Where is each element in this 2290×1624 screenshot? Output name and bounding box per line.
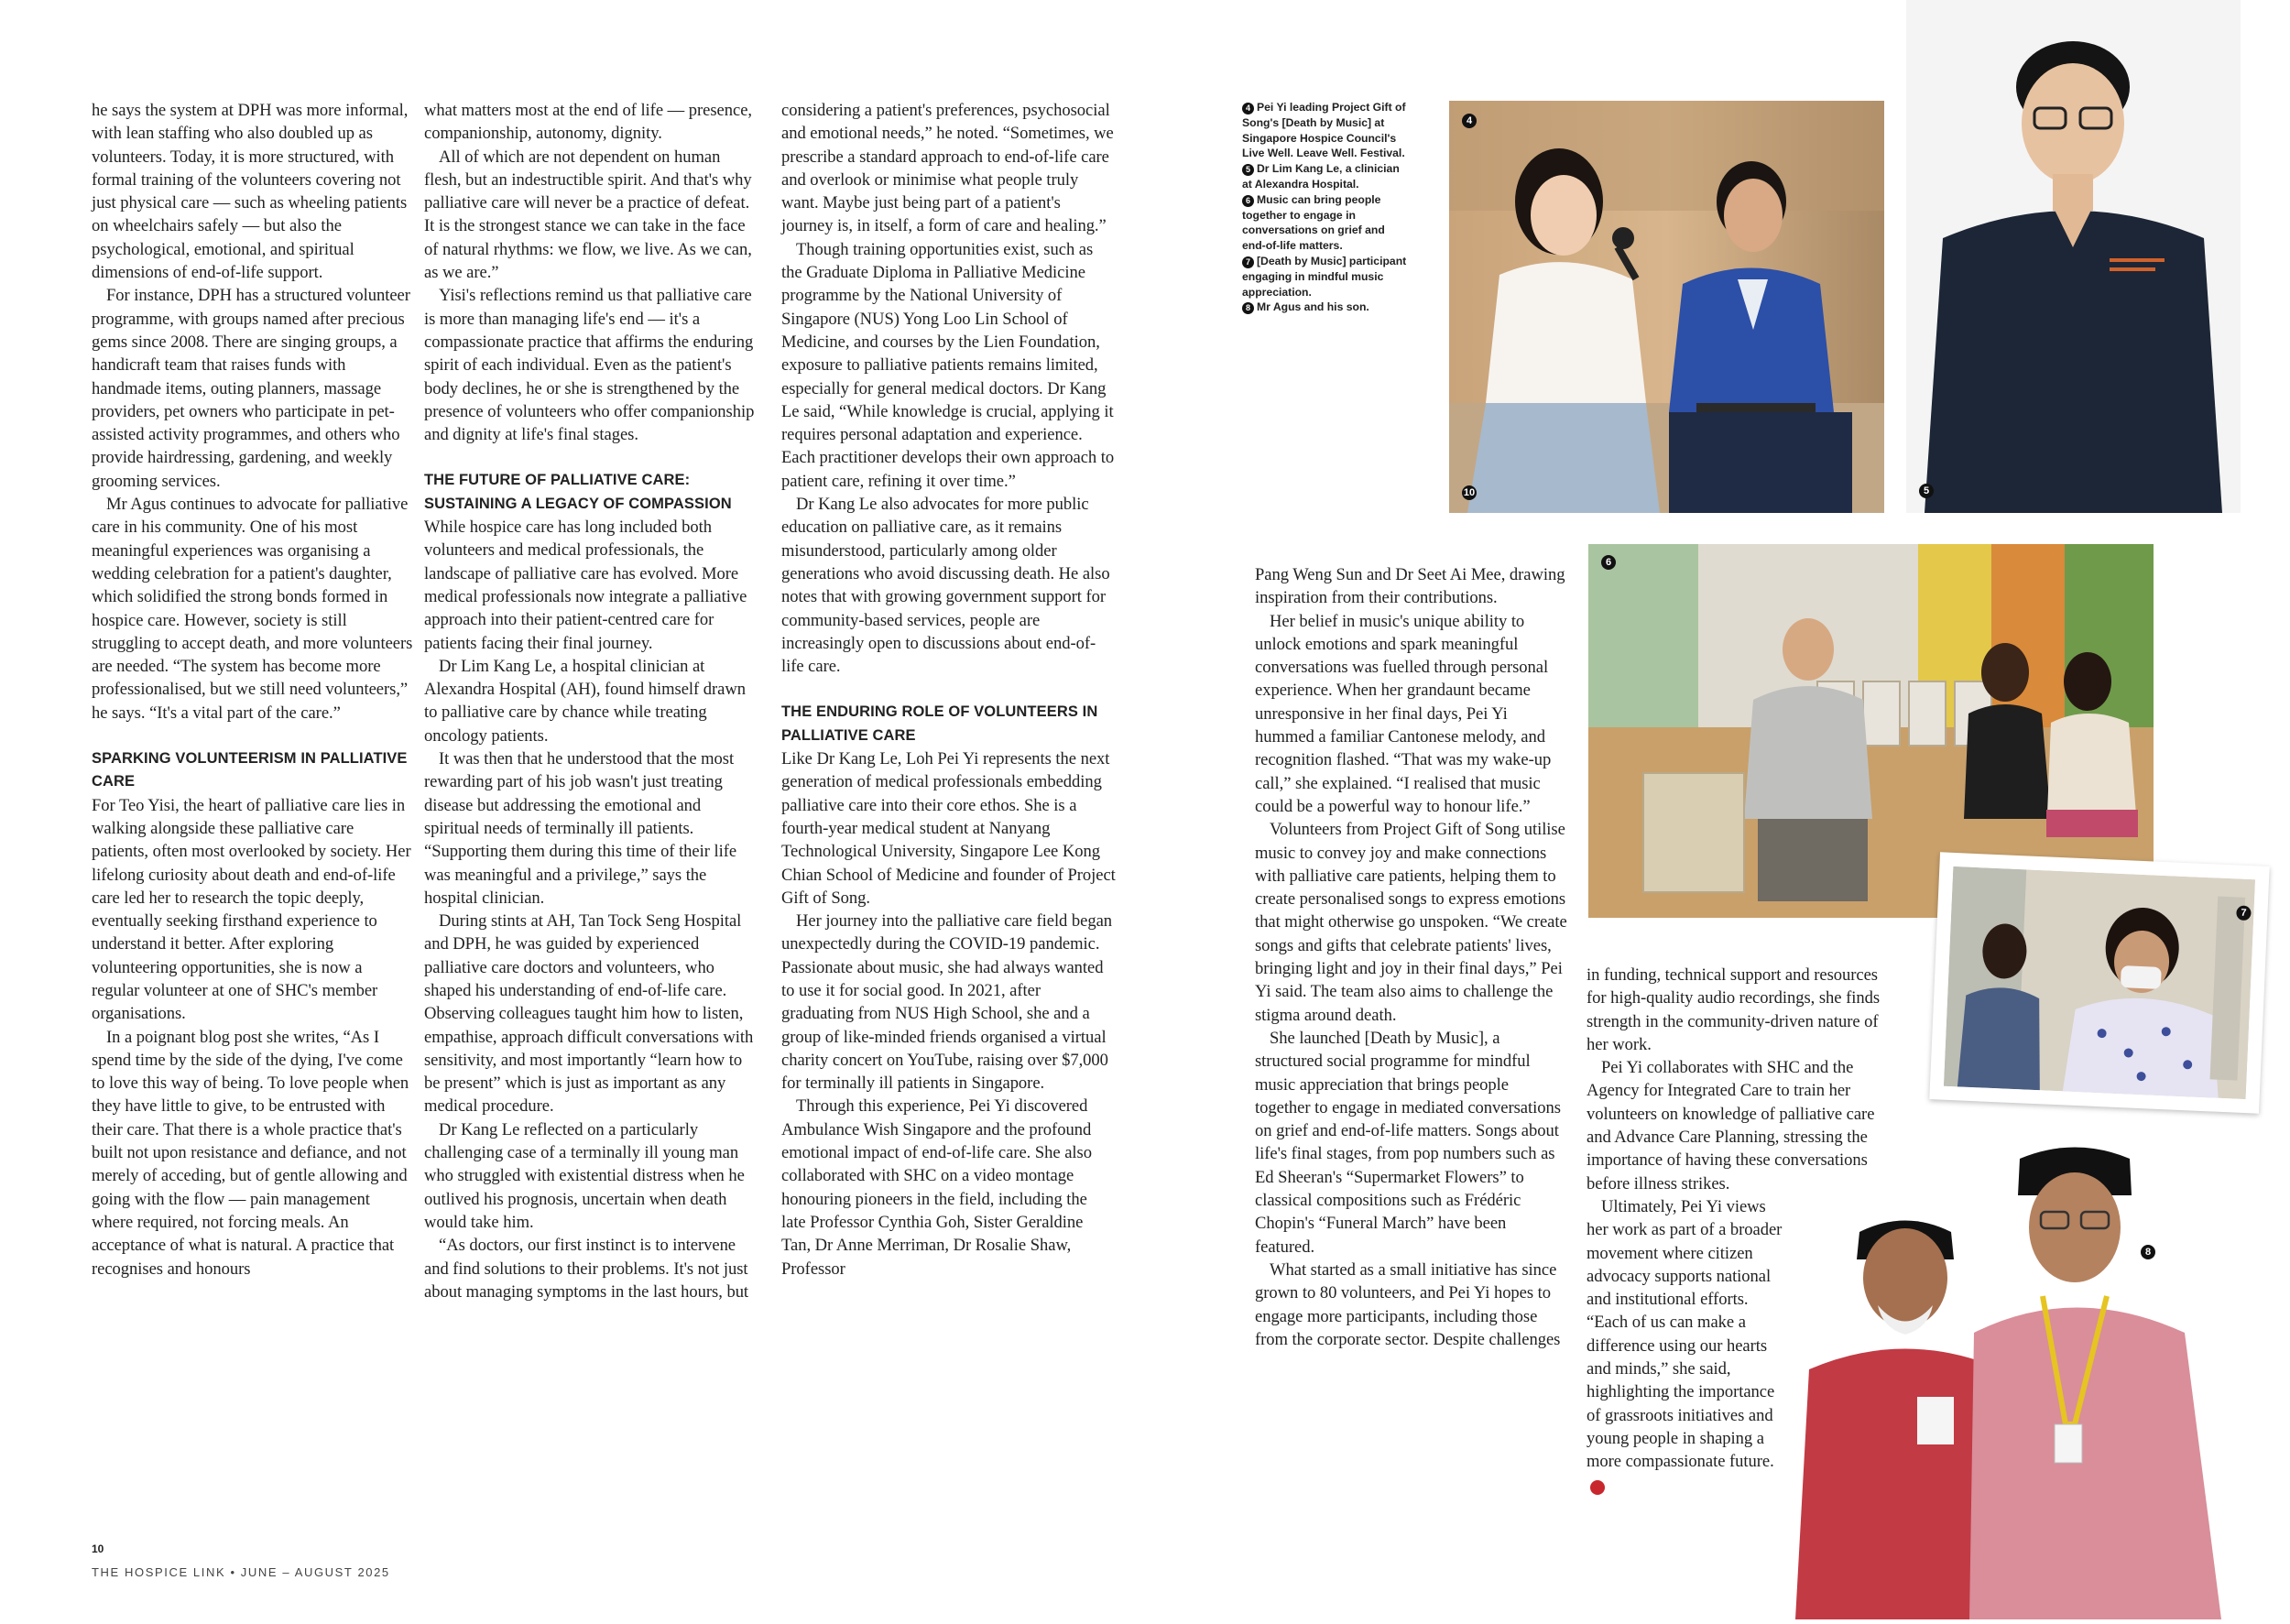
photo-number-badge: 5 — [1919, 484, 1934, 498]
photo-number-badge: 6 — [1601, 555, 1616, 570]
paragraph: What started as a small initiative has since grown to 80 volunteers, and Pei Yi hopes to engage more participants, including those from the corporate sector. Despite challenges — [1255, 1259, 1561, 1349]
paragraph: All of which are not dependent on human flesh, but an indestructible spirit. And that's why palliative care will never be a practice of defeat. It is the strongest stance we can take in the face of natural rhythms: we flow, we live. As we can, as we are.” — [424, 147, 752, 283]
paragraph — [1587, 1195, 1788, 1497]
paragraph: what matters most at the end of life — presence, companionship, autonomy, dignity. — [424, 101, 752, 144]
paragraph: Volunteers from Project Gift of Song utilise music to convey joy and make connections with palliative care patients, helping them to create personalised songs to express emotions that might otherwise go unspoken. “We create songs and gifts that celebrate patients' lives, bringing light and joy in their final days,” Pei Yi said. The team also aims to challenge the stigma around death. — [1255, 820, 1567, 1025]
paragraph: Dr Kang Le also advocates for more public education on palliative care, as it remains misunderstood, particularly among older generations who avoid discussing death. He also notes that with growing government support for community-based services, people are increasingly open to discussions about end-of-life care. — [781, 495, 1110, 677]
paragraph-text: Ultimately, Pei Yi views her work as part of a broader movement where citizen advocacy supports national and institutional efforts. “Each of us can make a difference using our hearts and minds,” she said, highlighting the importance of grassroots initiatives and young people in shaping a more compassionate future. — [1587, 1196, 1783, 1472]
photo-captions — [1242, 100, 1407, 315]
photo-number-badge: 7 — [2236, 905, 2252, 921]
column-3 — [781, 99, 1116, 1281]
paragraph: Like Dr Kang Le, Loh Pei Yi represents the next generation of medical professionals embedding palliative care into their core ethos. She is a fourth-year medical student at Nanyang Technological University, Singapore Lee Kong Chian School of Medicine and founder of Project Gift of Song. — [781, 749, 1116, 908]
photo-dr-lim-kang-le — [1906, 0, 2241, 513]
end-mark-logo: HL — [1590, 1480, 1605, 1495]
paragraph: Through this experience, Pei Yi discovered Ambulance Wish Singapore and the profound emotional impact of end-of-life care. She also collaborated with SHC on a video montage honouring pioneers in the field, including the late Professor Cynthia Goh, Sister Geraldine Tan, Dr Anne Merriman, Dr Rosalie Shaw, Professor — [781, 1096, 1092, 1279]
paragraph: Dr Kang Le reflected on a particularly challenging case of a terminally ill young man who struggled with existential distress when he outlived his prognosis, uncertain when death would take him. — [424, 1119, 745, 1232]
paragraph: For Teo Yisi, the heart of palliative care lies in walking alongside these palliative care patients, often most overlooked by society. Her lifelong curiosity about death and end-of-life care led her to research the topic deeply, eventually seeking firsthand experience to understand it better. After exploring volunteering opportunities, she is now a regular volunteer at one of SHC's member organisations. — [92, 795, 411, 1024]
photo-illustration — [1944, 866, 2255, 1099]
photo-number-badge: 4 — [1462, 114, 1477, 128]
caption: 4 Pei Yi leading Project Gift of Song's [Death by Music] at Singapore Hospice Council's Live Well. Leave Well. Festival. — [1242, 101, 1406, 160]
photo-illustration — [1449, 101, 1884, 513]
column-2 — [424, 99, 758, 1303]
section-heading: THE FUTURE OF PALLIATIVE CARE: SUSTAINING A LEGACY OF COMPASSION — [424, 472, 732, 512]
paragraph: She launched [Death by Music], a structured social programme for mindful music appreciation that brings people together to engage in mediated conversations on grief and end-of-life matters. Songs about life's final stages, from pop numbers such as Ed Sheeran's “Supermarket Flowers” to classical compositions such as Frédéric Chopin's “Funeral March” have been featured. — [1255, 1028, 1561, 1257]
photo-participant-polaroid — [1929, 852, 2269, 1113]
column-4 — [1255, 563, 1568, 1351]
photo-illustration — [1791, 1122, 2290, 1619]
photo-number-badge: 8 — [2141, 1245, 2155, 1259]
paragraph: in funding, technical support and resources for high-quality audio recordings, she finds strength in the community-driven nature of her work. — [1587, 965, 1881, 1054]
paragraph: During stints at AH, Tan Tock Seng Hospital and DPH, he was guided by experienced palliative care doctors and volunteers, who shaped his understanding of end-of-life care. Observing colleagues taught him how to listen, empathise, approach difficult conversations with sensitivity, and most importantly “learn how to be present” which is just as important as any medical procedure. — [424, 911, 754, 1117]
paragraph: It was then that he understood that the most rewarding part of his job wasn't just treating disease but addressing the emotional and spiritual needs of terminally ill patients. “Supporting them during this time of their life was meaningful and a privilege,” says the hospital clinician. — [424, 749, 737, 908]
page-number: 10 — [92, 1542, 104, 1555]
column-1 — [92, 99, 414, 1281]
photo-illustration — [1906, 0, 2241, 513]
running-title: THE HOSPICE LINK • JUNE – AUGUST 2025 — [92, 1565, 390, 1579]
caption: 5 Dr Lim Kang Le, a clinician at Alexandra Hospital. — [1242, 162, 1400, 191]
paragraph: While hospice care has long included both volunteers and medical professionals, the landscape of palliative care has evolved. More medical professionals now integrate a palliative approach into their patient-centred care for patients facing their final journey. — [424, 518, 747, 653]
paragraph: Pei Yi collaborates with SHC and the Agency for Integrated Care to train her volunteers on knowledge of palliative care and Advance Care Planning, stressing the importance of having these conversations before illness strikes. — [1587, 1058, 1875, 1193]
photo-pei-yi-microphone — [1449, 101, 1884, 513]
paragraph: Her journey into the palliative care field began unexpectedly during the COVID-19 pandemic. Passionate about music, she had always wanted to use it for social good. In 2021, after graduating from NUS High School, she and a group of like-minded friends organised a virtual charity concert on YouTube, raising over $7,000 for terminally ill patients in Singapore. — [781, 911, 1113, 1094]
caption: 6 Music can bring people together to engage in conversations on grief and end-of-life matters. — [1242, 192, 1385, 253]
paragraph: Dr Lim Kang Le, a hospital clinician at Alexandra Hospital (AH), found himself drawn to palliative care by chance while treating oncology patients. — [424, 656, 746, 746]
photo-mr-agus-and-son — [1791, 1122, 2290, 1619]
paragraph: For instance, DPH has a structured volunteer programme, with groups named after precious gems since 2008. There are singing groups, a handicraft team that raises funds with handmade items, outing planners, massage providers, pet owners who participate in pet-assisted activity programmes, and others who provide hairdressing, gardening, and weekly grooming services. — [92, 286, 410, 491]
paragraph: Though training opportunities exist, such as the Graduate Diploma in Palliative Medicine programme by the National University of Singapore (NUS) Yong Loo Lin School of Medicine, and courses by the Lien Foundation, exposure to palliative patients remains limited, especially for general medical doctors. Dr Kang Le said, “While knowledge is crucial, applying it requires personal adaptation and experience. Each practitioner develops their own approach to patient care, refining it over time.” — [781, 239, 1115, 491]
section-heading: THE ENDURING ROLE OF VOLUNTEERS IN PALLIATIVE CARE — [781, 703, 1098, 744]
paragraph: Yisi's reflections remind us that palliative care is more than managing life's end — it's a compassionate practice that affirms the enduring spirit of each individual. Even as the patient's body declines, he or she is strengthened by the presence of volunteers who offer companionship and dignity at life's final stages. — [424, 286, 755, 445]
paragraph: considering a patient's preferences, psychosocial and emotional needs,” he noted. “Sometimes, we prescribe a standard approach to end-of-life care and overlook or minimise what people truly want. Maybe just being part of a patient's journey is, in itself, a form of care and healing.” — [781, 101, 1114, 236]
paragraph: “As doctors, our first instinct is to intervene and find solutions to their problems. It's not just about managing symptoms in the last hours, but — [424, 1236, 749, 1302]
paragraph: In a poignant blog post she writes, “As I spend time by the side of the dying, I've come to love this way of being. To love people when they have little to give, to be entrusted with their care. That there is a whole practice that's built not upon resistance and defiance, and not merely of acceding, but of gentle allowing and going with the flow — pain management where required, not forcing meals. An acceptance of what is natural. A practice that recognises and honours — [92, 1027, 409, 1279]
section-heading: SPARKING VOLUNTEERISM IN PALLIATIVE CARE — [92, 750, 408, 790]
photo-number-badge: 10 — [1463, 487, 1476, 498]
caption: 8 Mr Agus and his son. — [1242, 300, 1407, 315]
paragraph: Mr Agus continues to advocate for palliative care in his community. One of his most meaningful experiences was organising a wedding celebration for a patient's daughter, which solidified the strong bonds formed in hospice care. However, society is still struggling to accept death, and more volunteers are needed. “The system has become more professionalised, but we still need volunteers,” he says. “It's a vital part of the care.” — [92, 495, 413, 723]
paragraph: Pang Weng Sun and Dr Seet Ai Mee, drawing inspiration from their contributions. — [1255, 565, 1565, 608]
paragraph: Her belief in music's unique ability to unlock emotions and spark meaningful conversations was fuelled through personal experience. When her grandaunt became unresponsive in her final days, Pei Yi hummed a familiar Cantonese melody, and recognition flashed. “That was my wake-up call,” she explained. “I realised that music could be a powerful way to honour life.” — [1255, 611, 1552, 816]
caption: 7 [Death by Music] participant engaging in mindful music appreciation. — [1242, 254, 1407, 299]
paragraph: he says the system at DPH was more informal, with lean staffing who also doubled up as volunteers. Today, it is more structured, with formal training of the volunteers covering not just physical care — such as wheeling patients on wheelchairs safely — but also the psychological, emotional, and spiritual dimensions of end-of-life support. — [92, 101, 409, 283]
